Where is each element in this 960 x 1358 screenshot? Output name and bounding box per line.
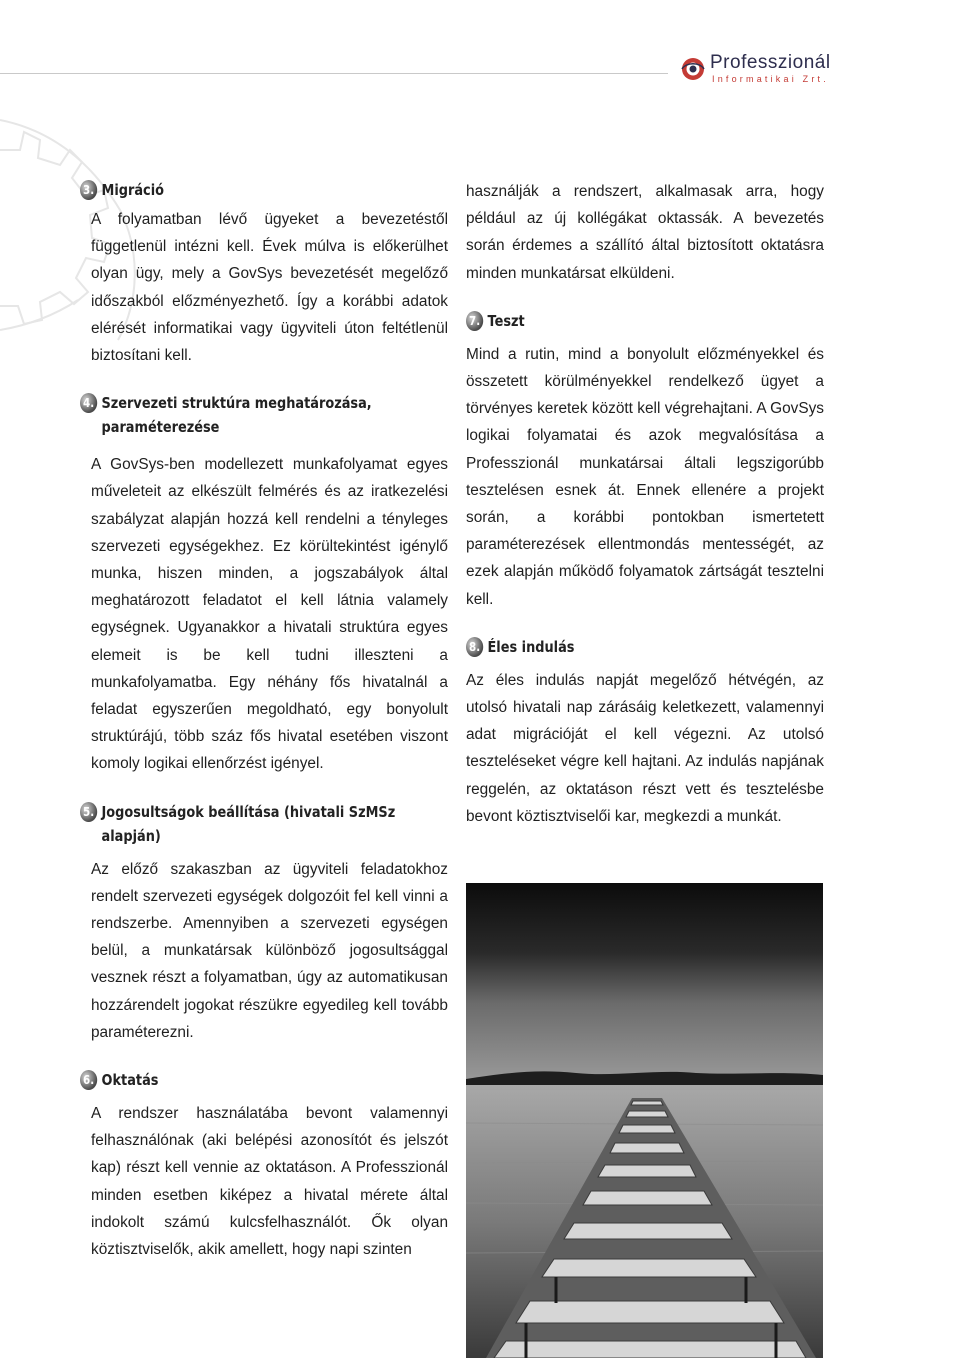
section-title: Éles indulás <box>487 637 575 656</box>
section-eles-indulas <box>466 635 824 830</box>
paragraph: A folyamatban lévő ügyeket a bevezetéstől függetlenül intézni kell. Évek múlva is előkerülhet olyan ügy, mely a GovSys bevezetését megelőző időszakból előzményezhető. Így a korábbi adatok elérését informatikai vagy ügyviteli úton feltétlenül biztosítani kell. <box>91 211 448 365</box>
paragraph: Az előző szakaszban az ügyviteli feladatokhoz rendelt szervezeti egységek dolgozóit fel kell vinni a rendszerbe. Amennyiben a szervezeti egységen belül, a munkatársak különböző jogosultsággal vesznek részt a folyamatban, úgy az automatikusan hozzárendelt jogokat részükre egyedileg kell tovább paraméterezni. <box>91 860 448 1041</box>
section-number-badge: 8. <box>466 637 483 657</box>
section-number-badge: 3. <box>80 180 97 200</box>
logo-eye-icon <box>680 56 706 82</box>
section-title: Teszt <box>487 311 525 330</box>
section-number-badge: 4. <box>80 393 97 413</box>
section-number-badge: 5. <box>80 802 97 822</box>
section-teszt <box>466 309 824 613</box>
left-column <box>83 178 448 1263</box>
section-heading <box>80 391 436 439</box>
section-title: Szervezeti struktúra meghatározása, paraméterezése <box>101 394 372 437</box>
paragraph: A GovSys-ben modellezett munkafolyamat egyes műveleteit az elkészült felmérés és az iratkezelési szabályzat alapján hozzá kell rendelni a tényleges szervezeti egységekhez. Ez körültekintést igénylő munka, hiszen minden, a jogszabályok által meghatározott feladatot el kell látnia valamely egységnek. Ugyanakkor a hivatali struktúra egyes elemeit is be kell tudni illeszteni a munkafolyamatba. Egy néhány fős hivatalnál a feladat egyszerűen megoldható, egy bonyolult struktúrájú, több száz fős hivatal esetében viszont komoly logikai ellenőrzést igényel. <box>91 456 448 773</box>
brand-subtitle: Informatikai Zrt. <box>712 74 829 84</box>
pier-illustration <box>466 883 823 1358</box>
paragraph: Az éles indulás napját megelőző hétvégén, az utolsó hivatali nap zárásáig keletkezett, valamennyi adat migrációját el kell végezni. Az utolsó teszteléseket végre kell hajtani. Az indulás napjának reggelén, az oktatáson részt vett és tesztelésbe bevont köztisztviselői kar, megkezdi a munkát. <box>466 671 824 825</box>
section-heading <box>466 309 823 333</box>
brand-name: Professzionál <box>710 52 831 73</box>
section-title: Migráció <box>101 181 164 199</box>
brand-logo <box>680 52 830 84</box>
section-number-badge: 7. <box>466 311 483 331</box>
section-heading <box>80 800 436 848</box>
section-oktatas <box>83 1068 448 1263</box>
right-column <box>466 178 824 830</box>
section-heading <box>466 635 823 659</box>
section-title: Oktatás <box>101 1071 159 1090</box>
paragraph-continued: használják a rendszert, alkalmasak arra, hogy például az új kollégákat oktassák. A bevezetés során érdemes a szállító által biztosított oktatásra minden munkatársat elküldeni. <box>466 183 824 282</box>
section-heading <box>80 178 436 202</box>
section-title: Jogosultságok beállítása (hivatali SzMSz alapján) <box>101 802 396 845</box>
pier-photo <box>466 883 823 1358</box>
section-szervezeti-struktura <box>83 391 448 777</box>
section-number-badge: 6. <box>80 1070 97 1090</box>
header-rule <box>0 73 668 74</box>
paragraph: Mind a rutin, mind a bonyolult előzményekkel és összetett körülményekkel rendelkező ügyet a törvényes keretek között kell végrehajtani. A GovSys logikai folyamatai és azok megvalósítása a Professzionál munkatársai általi legszigorúbb tesztelésen esnek át. Ennek ellenére a projekt során, a korábbi pontokban ismertetett paraméterezések ellentmondás mentességét, az ezek alapján működő folyamatok zártságát tesztelni kell. <box>466 345 824 608</box>
paragraph: A rendszer használatába bevont valamennyi felhasználónak (aki belépési azonosítót és jelszót kap) részt kell vennie az oktatáson. A Professzionál minden esetben kiképez a hivatal mérete által indokolt számú kulcsfelhasználót. Ők olyan köztisztviselők, akik amellett, hogy napi szinten <box>91 1105 448 1259</box>
section-jogosultsagok <box>83 800 448 1046</box>
section-migracio <box>83 178 448 369</box>
section-heading <box>80 1068 436 1092</box>
